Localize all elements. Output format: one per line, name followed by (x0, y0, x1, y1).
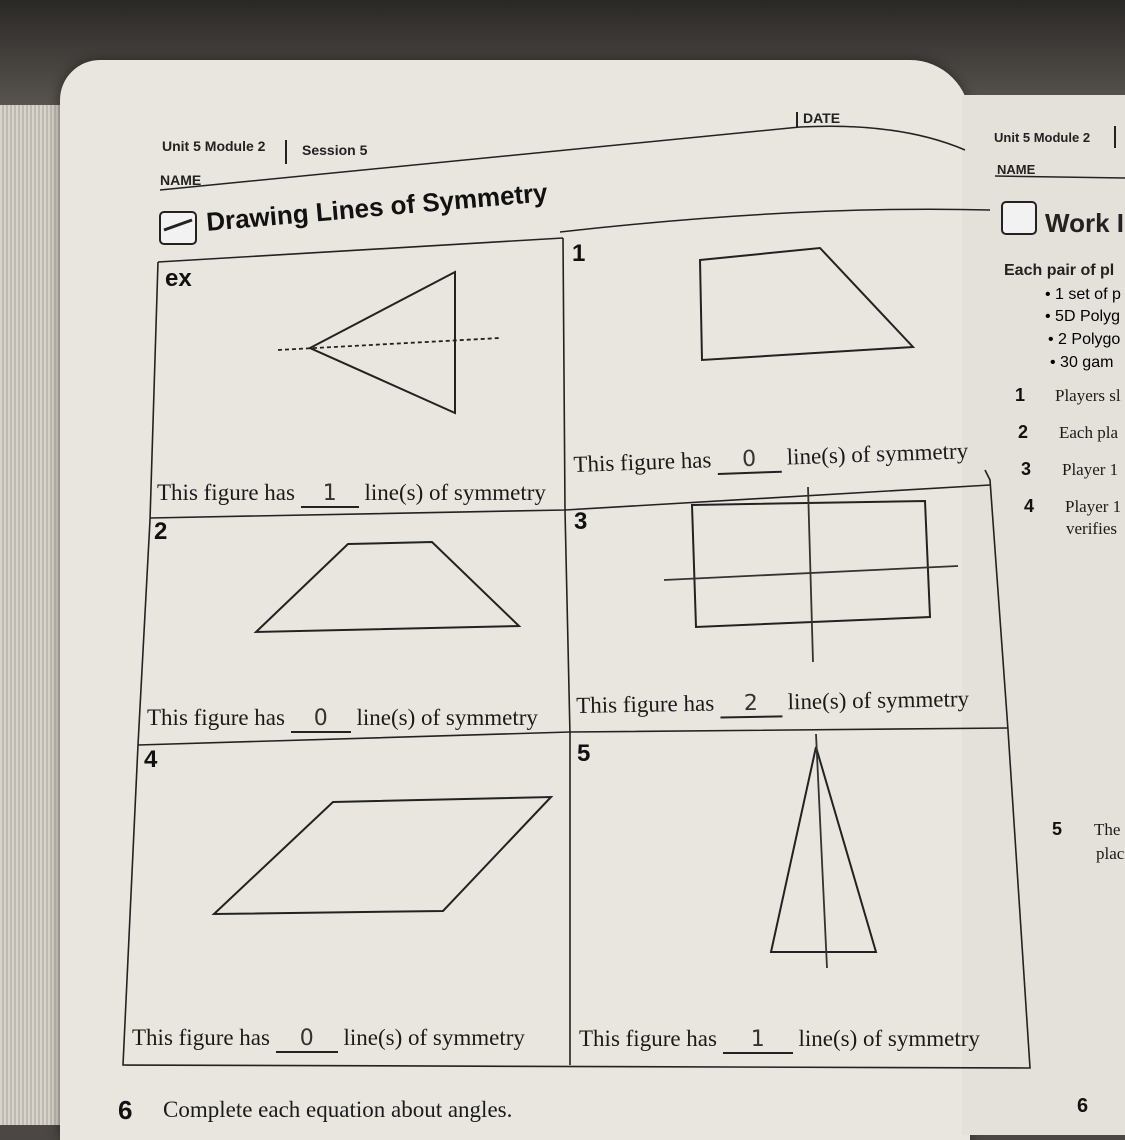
caption-3: This figure has 2 line(s) of symmetry (576, 686, 970, 718)
right-bullet-1: • 1 set of p (1045, 286, 1121, 303)
right-bullet-3: • 2 Polygo (1048, 331, 1121, 348)
title-rule (560, 209, 990, 232)
figure-2-trapezoid (256, 542, 519, 632)
right-step-5-num: 5 (1052, 819, 1063, 839)
right-step-2-text: Each pla (1059, 423, 1118, 442)
answer-1: 0 (741, 446, 757, 473)
session-label: Session 5 (302, 142, 368, 158)
right-step-2-num: 2 (1018, 422, 1029, 442)
unit-module-label: Unit 5 Module 2 (162, 138, 266, 154)
right-step-3-text: Player 1 (1062, 460, 1119, 479)
figure-ex (278, 272, 500, 413)
work-logo-icon (1002, 202, 1036, 234)
right-bottom-num: 6 (1077, 1095, 1089, 1117)
right-step-4-text: Player 1 (1065, 497, 1122, 516)
right-step-1-num: 1 (1015, 385, 1026, 405)
caption-4: This figure has 0 line(s) of symmetry (132, 1025, 525, 1051)
name-date-line (160, 126, 965, 190)
right-step-4-num: 4 (1024, 496, 1035, 516)
cell-num-4: 4 (144, 746, 158, 773)
name-label: NAME (160, 172, 202, 188)
right-step-4-text2: verifies (1066, 519, 1117, 538)
caption-ex: This figure has 1 line(s) of symmetry (157, 480, 546, 506)
question-6-num: 6 (118, 1095, 133, 1125)
cell-num-1: 1 (572, 240, 586, 267)
right-bullet-4: • 30 gam (1050, 354, 1114, 371)
answer-ex: 1 (322, 481, 337, 506)
date-label: DATE (803, 110, 841, 126)
cell-num-3: 3 (574, 508, 588, 535)
right-subhead: Each pair of pl (1004, 262, 1115, 279)
right-bullet-2: • 5D Polyg (1045, 308, 1120, 325)
caption-1: This figure has 0 line(s) of symmetry (573, 438, 969, 477)
right-step-5-text2: plac (1096, 844, 1125, 863)
answer-2: 0 (313, 706, 328, 731)
right-name-label: NAME (997, 162, 1036, 177)
right-step-1-text: Players sl (1055, 386, 1121, 405)
right-step-3-num: 3 (1021, 459, 1032, 479)
cell-num-5: 5 (577, 740, 591, 767)
page-title: Drawing Lines of Symmetry (205, 177, 549, 237)
cell-num-ex: ex (165, 265, 192, 292)
right-step-5-text: The (1094, 820, 1121, 839)
question-6-text: Complete each equation about angles. (163, 1097, 513, 1122)
figure-3-rectangle (664, 487, 958, 662)
answer-3: 2 (743, 690, 759, 717)
right-unit-module: Unit 5 Module 2 (994, 130, 1091, 145)
cell-num-2: 2 (154, 518, 168, 545)
figure-5-triangle (771, 734, 876, 968)
answer-5: 1 (750, 1027, 765, 1052)
figure-4-parallelogram (214, 797, 551, 914)
caption-5: This figure has 1 line(s) of symmetry (579, 1026, 980, 1052)
figure-1-trapezoid (700, 248, 913, 360)
symmetry-grid (123, 238, 1030, 1068)
right-title: Work I (1045, 208, 1124, 238)
answer-4: 0 (299, 1026, 314, 1051)
caption-2: This figure has 0 line(s) of symmetry (147, 705, 538, 731)
